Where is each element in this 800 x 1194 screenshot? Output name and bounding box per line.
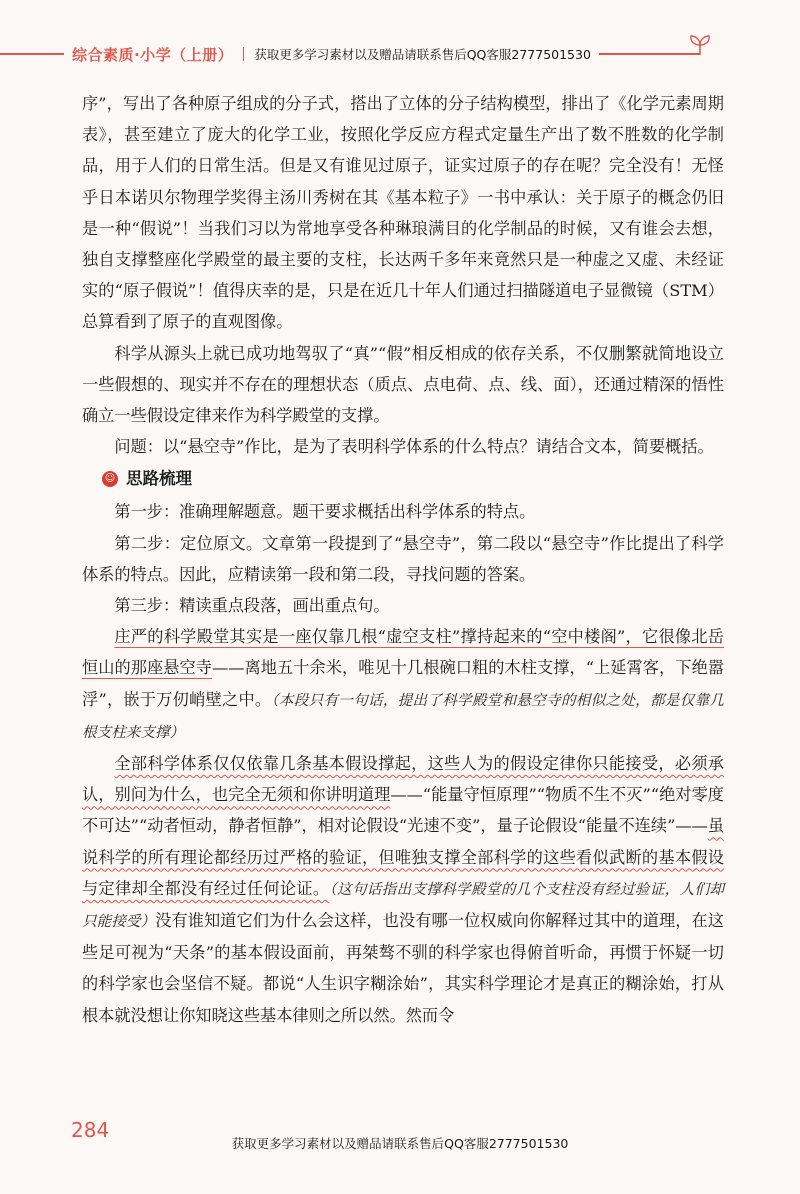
step-three: 第三步：精读重点段落，画出重点句。: [114, 596, 390, 616]
footer-watermark: 获取更多学习素材以及赠品请联系售后QQ客服2777501530: [231, 1136, 569, 1151]
excerpt-text: ——“能量守恒原理”“物质不生不灭”“绝对零度不可达”“动者恒动，静者恒静”，相对论假设“光速不变”，量子论假设“能量不连续”——: [82, 785, 724, 836]
excerpt-text: 没有谁知道它们为什么会这样，也没有哪一位权威向你解释过其中的道理，在这些足可视为“天条”的基本假设面前，再桀骜不驯的科学家也得俯首听命，再惯于怀疑一切的科学家也会坚信不疑。都说“人生识字糊涂始”，其实科学理论才是真正的糊涂始，打从根本就没想让你知晓这些基本律则之所以然。然而令: [82, 911, 724, 1025]
header-divider: [243, 47, 244, 61]
handwritten-annotation: （本段只有一句话，提出了科学殿堂和悬空寺的相似之处，都是仅靠几根支柱来支撑）: [82, 691, 725, 741]
thinking-icon: ☺: [102, 471, 118, 487]
key-sentence-underlined: 全部科学体系仅仅依靠几条基本假设撑起，这些人为的假设定律你只能接受，必须承认，别问为什么，也完全无须和你讲明道理: [82, 754, 724, 805]
key-sentence-underlined: 虽说科学的所有理论都经历过严格的验证，但唯独支撑全部科学的这些看似武断的基本假设与定律却全都没有经过任何论证。: [82, 816, 725, 898]
step-two: 第二步：定位原文。文章第一段提到了“悬空寺”，第二段以“悬空寺”作比提出了科学体系的特点。因此，应精读第一段和第二段，寻找问题的答案。: [82, 533, 724, 584]
header-watermark: 获取更多学习素材以及赠品请联系售后QQ客服2777501530: [254, 47, 591, 62]
page-number: 284: [71, 1118, 110, 1142]
excerpt-paragraph-2: [82, 748, 724, 1031]
page-body: [82, 88, 724, 1031]
handwritten-annotation: （这句话指出支撑科学殿堂的几个支柱没有经过验证，人们却只能接受）: [82, 880, 725, 931]
step-one: 第一步：准确理解题意。题干要求概括出科学体系的特点。: [114, 502, 536, 522]
question-text: 问题：以“悬空寺”作比，是为了表明科学体系的什么特点？请结合文本，简要概括。: [114, 437, 714, 457]
excerpt-text: ——离地五十余米，唯见十几根碗口粗的木柱支撑，“上延霄客，下绝嚣浮”，嵌于万仞峭壁之中。: [82, 658, 725, 709]
paragraph-true-false: 科学从源头上就已成功地驾驭了“真”“假”相反相成的依存关系，不仅删繁就简地设立一些假想的、现实并不存在的理想状态（质点、点电荷、点、线、面），还通过精深的悟性确立一些假设定律来作为科学殿堂的支撑。: [82, 343, 724, 426]
section-title: 思路梳理: [126, 469, 192, 489]
sprout-icon: [684, 34, 716, 56]
excerpt-paragraph-1: [82, 621, 724, 748]
running-header: [64, 43, 599, 65]
book-title: 综合素质·小学（上册）: [72, 45, 234, 64]
section-heading: [102, 462, 724, 496]
key-sentence-underlined: 庄严的科学殿堂其实是一座仅靠几根“虚空支柱”撑持起来的“空中楼阁”，它很像北岳恒山的那座悬空寺: [82, 627, 724, 678]
paragraph-atom-hypothesis: 序”，写出了各种原子组成的分子式，搭出了立体的分子结构模型，排出了《化学元素周期表》，甚至建立了庞大的化学工业，按照化学反应方程式定量生产出了数不胜数的化学制品，用于人们的日常生活。但是又有谁见过原子，证实过原子的存在呢？完全没有！无怪乎日本诺贝尔物理学奖得主汤川秀树在其《基本粒子》一书中承认：关于原子的概念仍旧是一种“假说”！当我们习以为常地享受各种琳琅满目的化学制品的时候，又有谁会去想，独自支撑整座化学殿堂的最主要的支柱，长达两千多年来竟然只是一种虚之又虚、未经证实的“原子假说”！值得庆幸的是，只是在近几十年人们通过扫描隧道电子显微镜（STM）总算看到了原子的直观图像。: [82, 94, 724, 332]
